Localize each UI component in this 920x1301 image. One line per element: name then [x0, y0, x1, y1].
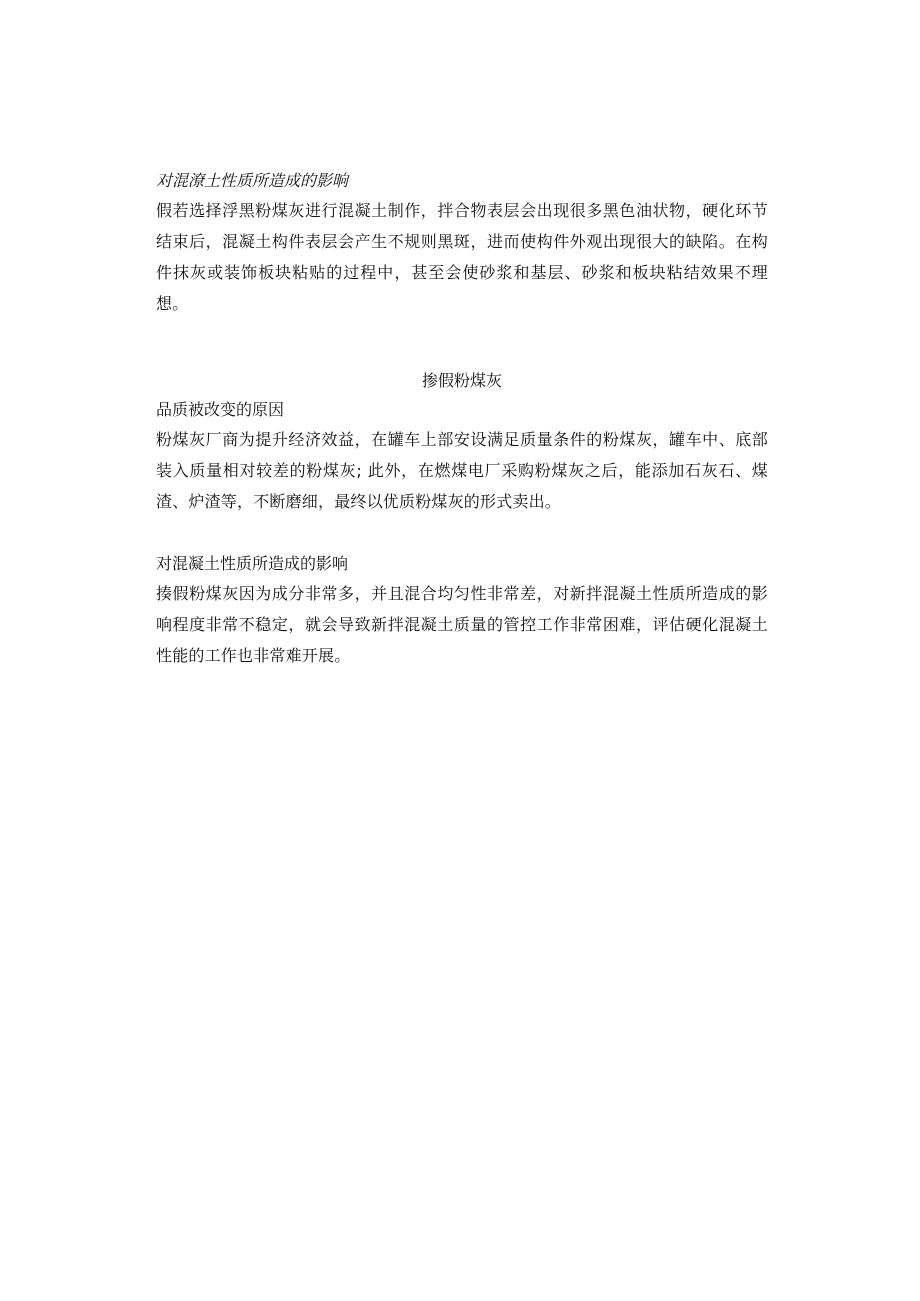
spacer	[156, 517, 768, 549]
section2-sub1-heading: 品质被改变的原因	[156, 400, 285, 419]
section2-sub2-heading: 对混凝土性质所造成的影响	[156, 554, 349, 573]
section1-paragraph: 假若选择浮黑粉煤灰进行混凝土制作，拌合物表层会出现很多黑色油状物，硬化环节结束后，混凝土构件表层会产生不规则黑斑，进而使构件外观出现很大的缺陷。在构件抹灰或装饰板块粘贴的过程中，甚至会使砂浆和基层、砂浆和板块粘结效果不理想。	[156, 201, 768, 313]
section1-heading: 对混潦土性质所造成的影晌	[156, 171, 349, 190]
section2-title: 掺假粉煤灰	[421, 371, 502, 390]
section2-sub2-paragraph: 揍假粉煤灰因为成分非常多，并且混合均匀性非常差，对新拌混凝土性质所造成的影响程度非常不稳定，就会导致新拌混凝土质量的管控工作非常困难，评估硬化混凝土性能的工作也非常难开展。	[156, 584, 768, 665]
section2-sub1-paragraph: 粉煤灰厂商为提升经济效益，在罐车上部安设满足质量条件的粉煤灰，罐车中、底部装入质量相对较差的粉煤灰; 此外，在燃煤电厂采购粉煤灰之后，能添加石灰石、煤渣、炉渣等，不断磨细，最终以优质粉煤灰的形式卖出。	[156, 430, 768, 511]
document-content	[156, 166, 768, 671]
spacer	[156, 319, 768, 366]
